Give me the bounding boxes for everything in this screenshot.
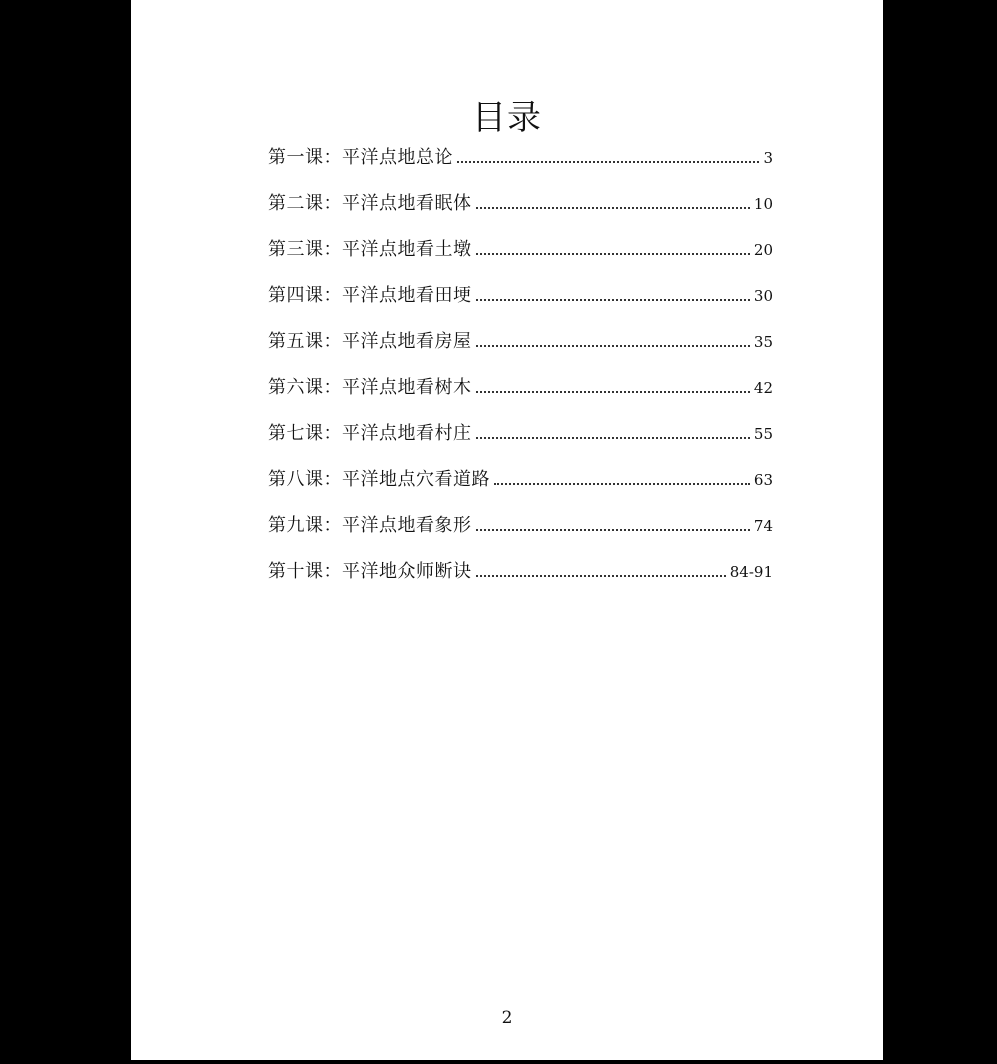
dot-leader: [476, 437, 750, 439]
dot-leader: [476, 207, 750, 209]
dot-leader: [476, 345, 750, 347]
toc-entry-label: 第九课：平洋点地看象形: [268, 515, 472, 536]
toc-entry[interactable]: [268, 327, 773, 373]
toc-entry[interactable]: [268, 557, 773, 603]
toc-entry[interactable]: [268, 465, 773, 511]
toc-entry[interactable]: [268, 511, 773, 557]
toc-entry-label: 第七课：平洋点地看村庄: [268, 423, 472, 444]
toc-entry-label: 第六课：平洋点地看树木: [268, 377, 472, 398]
document-page: [131, 0, 883, 1060]
toc-entry-label: 第二课：平洋点地看眠体: [268, 193, 472, 214]
dot-leader: [457, 161, 759, 163]
page-number: 2: [501, 1008, 513, 1028]
toc-entry-page: 84-91: [729, 563, 773, 581]
toc-entry[interactable]: [268, 189, 773, 235]
toc-entry-page: 20: [753, 241, 773, 259]
toc-entry[interactable]: [268, 419, 773, 465]
toc-entry-page: 3: [763, 149, 773, 167]
toc-entry-page: 55: [753, 425, 773, 443]
toc-entry-page: 10: [753, 195, 773, 213]
toc-entry-label: 第五课：平洋点地看房屋: [268, 331, 472, 352]
dot-leader: [494, 483, 750, 485]
dot-leader: [476, 391, 750, 393]
table-of-contents: [268, 143, 773, 603]
dot-leader: [476, 575, 726, 577]
toc-entry-page: 74: [753, 517, 773, 535]
toc-entry[interactable]: [268, 281, 773, 327]
toc-title: 目录: [472, 98, 542, 138]
toc-entry-page: 30: [753, 287, 773, 305]
toc-entry-label: 第一课：平洋点地总论: [268, 147, 453, 168]
toc-entry-page: 63: [753, 471, 773, 489]
dot-leader: [476, 253, 750, 255]
dot-leader: [476, 529, 750, 531]
toc-entry[interactable]: [268, 235, 773, 281]
toc-entry[interactable]: [268, 143, 773, 189]
toc-entry[interactable]: [268, 373, 773, 419]
toc-entry-label: 第三课：平洋点地看土墩: [268, 239, 472, 260]
toc-entry-label: 第八课：平洋地点穴看道路: [268, 469, 490, 490]
dot-leader: [476, 299, 750, 301]
toc-entry-page: 35: [753, 333, 773, 351]
toc-entry-label: 第十课：平洋地众师断诀: [268, 561, 472, 582]
toc-entry-page: 42: [753, 379, 773, 397]
toc-entry-label: 第四课：平洋点地看田埂: [268, 285, 472, 306]
